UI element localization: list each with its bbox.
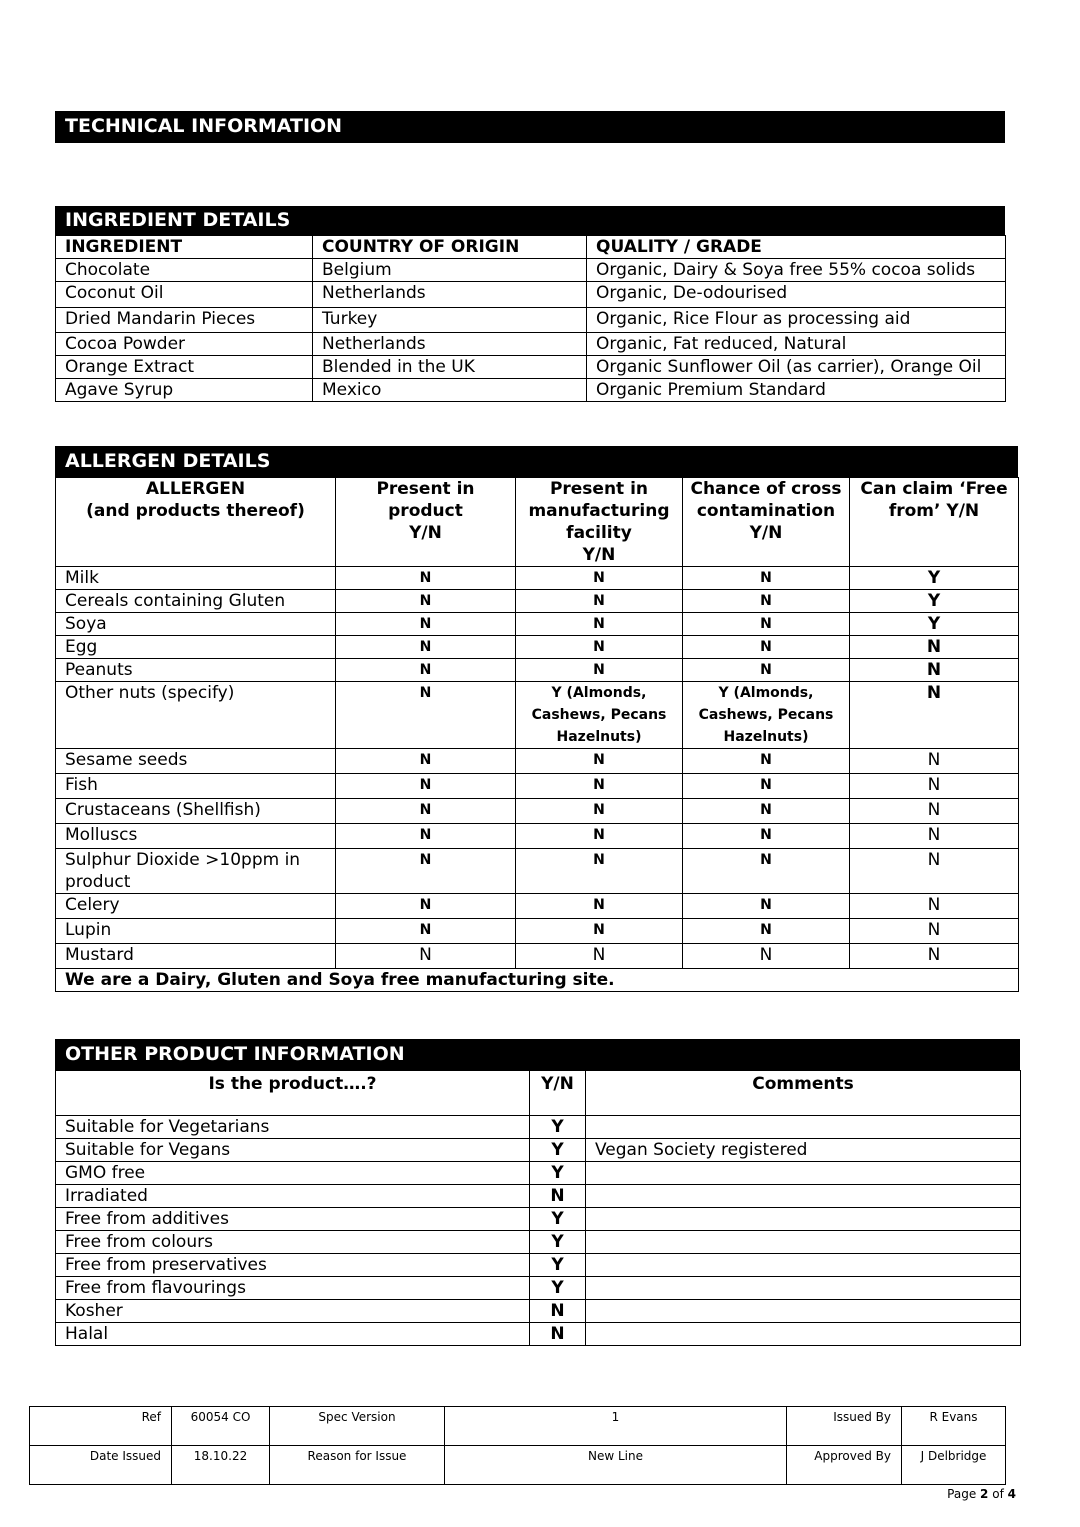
quality-grade: Organic Premium Standard [587, 379, 1006, 402]
allergen-col-header: Present in manufacturing facility Y/N [516, 478, 683, 567]
present-in-facility: Y (Almonds, Cashews, Pecans Hazelnuts) [516, 682, 683, 749]
present-in-product: N [336, 682, 516, 749]
free-from-claim: N [850, 799, 1019, 824]
yes-no-value: N [530, 1323, 586, 1346]
present-in-product: N [336, 824, 516, 849]
ingredient-row [56, 333, 1006, 356]
allergen-details-header: ALLERGEN DETAILS [55, 446, 1018, 477]
spec-version-value: 1 [445, 1407, 787, 1446]
question: Suitable for Vegans [56, 1139, 530, 1162]
cross-contamination: N [683, 659, 850, 682]
comment [586, 1162, 1021, 1185]
allergen-row [56, 824, 1019, 849]
reason-value: New Line [445, 1446, 787, 1485]
present-in-facility: N [516, 919, 683, 944]
present-in-product: N [336, 659, 516, 682]
present-in-facility: N [516, 659, 683, 682]
allergen-name: Fish [56, 774, 336, 799]
question: Free from flavourings [56, 1277, 530, 1300]
free-from-claim: Y [850, 567, 1019, 590]
ingredient-col-header: COUNTRY OF ORIGIN [313, 236, 587, 259]
present-in-product: N [336, 749, 516, 774]
allergen-footnote: We are a Dairy, Gluten and Soya free manufacturing site. [56, 969, 1019, 992]
yes-no-value: N [530, 1185, 586, 1208]
country-of-origin: Netherlands [313, 282, 587, 308]
question: Free from preservatives [56, 1254, 530, 1277]
allergen-name: Other nuts (specify) [56, 682, 336, 749]
cross-contamination: N [683, 944, 850, 969]
document-footer-table [29, 1406, 1006, 1485]
other-info-row [56, 1116, 1021, 1139]
cross-contamination: N [683, 799, 850, 824]
spec-version-label: Spec Version [270, 1407, 445, 1446]
allergen-name: Mustard [56, 944, 336, 969]
comment [586, 1254, 1021, 1277]
ingredient-row [56, 356, 1006, 379]
allergen-name: Molluscs [56, 824, 336, 849]
allergen-row [56, 749, 1019, 774]
allergen-row [56, 774, 1019, 799]
present-in-product: N [336, 590, 516, 613]
allergen-col-header: Present in product Y/N [336, 478, 516, 567]
comment [586, 1277, 1021, 1300]
yes-no-value: Y [530, 1208, 586, 1231]
ingredient-row [56, 282, 1006, 308]
other-info-row [56, 1254, 1021, 1277]
ingredient-name: Orange Extract [56, 356, 313, 379]
free-from-claim: N [850, 849, 1019, 894]
present-in-facility: N [516, 799, 683, 824]
present-in-facility: N [516, 944, 683, 969]
present-in-product: N [336, 636, 516, 659]
comment [586, 1208, 1021, 1231]
free-from-claim: N [850, 636, 1019, 659]
yes-no-value: Y [530, 1277, 586, 1300]
issued-by-label: Issued By [787, 1407, 902, 1446]
approved-by-value: J Delbridge [902, 1446, 1006, 1485]
country-of-origin: Netherlands [313, 333, 587, 356]
country-of-origin: Blended in the UK [313, 356, 587, 379]
issued-by-value: R Evans [902, 1407, 1006, 1446]
approved-by-label: Approved By [787, 1446, 902, 1485]
present-in-facility: N [516, 824, 683, 849]
present-in-product: N [336, 613, 516, 636]
other-info-row [56, 1277, 1021, 1300]
present-in-facility: N [516, 894, 683, 919]
free-from-claim: N [850, 774, 1019, 799]
free-from-claim: N [850, 919, 1019, 944]
other-col-header: Comments [586, 1071, 1021, 1116]
page-number: Page 2 of 4 [947, 1487, 1016, 1501]
cross-contamination: N [683, 590, 850, 613]
cross-contamination: N [683, 824, 850, 849]
allergen-row [56, 682, 1019, 749]
other-info-row [56, 1208, 1021, 1231]
allergen-name: Peanuts [56, 659, 336, 682]
other-info-row [56, 1185, 1021, 1208]
allergen-col-header: Chance of cross contamination Y/N [683, 478, 850, 567]
cross-contamination: N [683, 849, 850, 894]
cross-contamination: N [683, 636, 850, 659]
cross-contamination: Y (Almonds, Cashews, Pecans Hazelnuts) [683, 682, 850, 749]
other-info-row [56, 1323, 1021, 1346]
reason-label: Reason for Issue [270, 1446, 445, 1485]
free-from-claim: N [850, 944, 1019, 969]
allergen-row [56, 894, 1019, 919]
other-info-row [56, 1162, 1021, 1185]
cross-contamination: N [683, 774, 850, 799]
question: Suitable for Vegetarians [56, 1116, 530, 1139]
date-issued-value: 18.10.22 [172, 1446, 270, 1485]
quality-grade: Organic, Rice Flour as processing aid [587, 308, 1006, 333]
ref-value: 60054 CO [172, 1407, 270, 1446]
present-in-product: N [336, 849, 516, 894]
allergen-row [56, 636, 1019, 659]
allergen-name: Soya [56, 613, 336, 636]
comment [586, 1116, 1021, 1139]
other-info-row [56, 1231, 1021, 1254]
present-in-product: N [336, 799, 516, 824]
question: GMO free [56, 1162, 530, 1185]
ingredient-name: Agave Syrup [56, 379, 313, 402]
allergen-row [56, 944, 1019, 969]
present-in-product: N [336, 567, 516, 590]
yes-no-value: Y [530, 1254, 586, 1277]
allergen-name: Cereals containing Gluten [56, 590, 336, 613]
quality-grade: Organic Sunflower Oil (as carrier), Orange Oil [587, 356, 1006, 379]
present-in-product: N [336, 944, 516, 969]
ingredient-table [55, 235, 1006, 402]
question: Kosher [56, 1300, 530, 1323]
ingredient-row [56, 308, 1006, 333]
comment [586, 1300, 1021, 1323]
present-in-product: N [336, 774, 516, 799]
quality-grade: Organic, Fat reduced, Natural [587, 333, 1006, 356]
free-from-claim: N [850, 824, 1019, 849]
question: Free from colours [56, 1231, 530, 1254]
allergen-row [56, 659, 1019, 682]
country-of-origin: Turkey [313, 308, 587, 333]
allergen-col-header: ALLERGEN (and products thereof) [56, 478, 336, 567]
ingredient-row [56, 259, 1006, 282]
present-in-facility: N [516, 636, 683, 659]
present-in-facility: N [516, 567, 683, 590]
yes-no-value: Y [530, 1139, 586, 1162]
ref-label: Ref [30, 1407, 172, 1446]
ingredient-name: Dried Mandarin Pieces [56, 308, 313, 333]
ingredient-row [56, 379, 1006, 402]
cross-contamination: N [683, 894, 850, 919]
present-in-facility: N [516, 613, 683, 636]
ingredient-details-header: INGREDIENT DETAILS [55, 206, 1005, 235]
allergen-row [56, 919, 1019, 944]
other-col-header: Is the product….? [56, 1071, 530, 1116]
technical-information-header: TECHNICAL INFORMATION [55, 111, 1005, 143]
present-in-facility: N [516, 849, 683, 894]
country-of-origin: Belgium [313, 259, 587, 282]
present-in-product: N [336, 894, 516, 919]
allergen-row [56, 799, 1019, 824]
cross-contamination: N [683, 919, 850, 944]
allergen-name: Celery [56, 894, 336, 919]
comment [586, 1231, 1021, 1254]
date-issued-label: Date Issued [30, 1446, 172, 1485]
free-from-claim: Y [850, 590, 1019, 613]
cross-contamination: N [683, 613, 850, 636]
free-from-claim: N [850, 894, 1019, 919]
other-product-info-header: OTHER PRODUCT INFORMATION [55, 1039, 1020, 1070]
free-from-claim: N [850, 659, 1019, 682]
allergen-col-header: Can claim ‘Free from’ Y/N [850, 478, 1019, 567]
quality-grade: Organic, De-odourised [587, 282, 1006, 308]
allergen-name: Egg [56, 636, 336, 659]
allergen-name: Sulphur Dioxide >10ppm in product [56, 849, 336, 894]
question: Halal [56, 1323, 530, 1346]
comment: Vegan Society registered [586, 1139, 1021, 1162]
free-from-claim: Y [850, 613, 1019, 636]
quality-grade: Organic, Dairy & Soya free 55% cocoa solids [587, 259, 1006, 282]
cross-contamination: N [683, 749, 850, 774]
allergen-row [56, 849, 1019, 894]
comment [586, 1185, 1021, 1208]
country-of-origin: Mexico [313, 379, 587, 402]
free-from-claim: N [850, 682, 1019, 749]
allergen-row [56, 567, 1019, 590]
question: Irradiated [56, 1185, 530, 1208]
allergen-name: Lupin [56, 919, 336, 944]
ingredient-name: Cocoa Powder [56, 333, 313, 356]
other-product-table [55, 1070, 1021, 1346]
allergen-name: Sesame seeds [56, 749, 336, 774]
allergen-table [55, 477, 1019, 992]
present-in-facility: N [516, 774, 683, 799]
allergen-row [56, 590, 1019, 613]
other-info-row [56, 1300, 1021, 1323]
ingredient-name: Chocolate [56, 259, 313, 282]
ingredient-name: Coconut Oil [56, 282, 313, 308]
present-in-facility: N [516, 590, 683, 613]
other-info-row [56, 1139, 1021, 1162]
present-in-product: N [336, 919, 516, 944]
question: Free from additives [56, 1208, 530, 1231]
cross-contamination: N [683, 567, 850, 590]
yes-no-value: Y [530, 1231, 586, 1254]
other-col-header: Y/N [530, 1071, 586, 1116]
present-in-facility: N [516, 749, 683, 774]
yes-no-value: Y [530, 1116, 586, 1139]
ingredient-col-header: QUALITY / GRADE [587, 236, 1006, 259]
allergen-name: Milk [56, 567, 336, 590]
comment [586, 1323, 1021, 1346]
free-from-claim: N [850, 749, 1019, 774]
ingredient-col-header: INGREDIENT [56, 236, 313, 259]
allergen-row [56, 613, 1019, 636]
yes-no-value: N [530, 1300, 586, 1323]
allergen-name: Crustaceans (Shellfish) [56, 799, 336, 824]
yes-no-value: Y [530, 1162, 586, 1185]
